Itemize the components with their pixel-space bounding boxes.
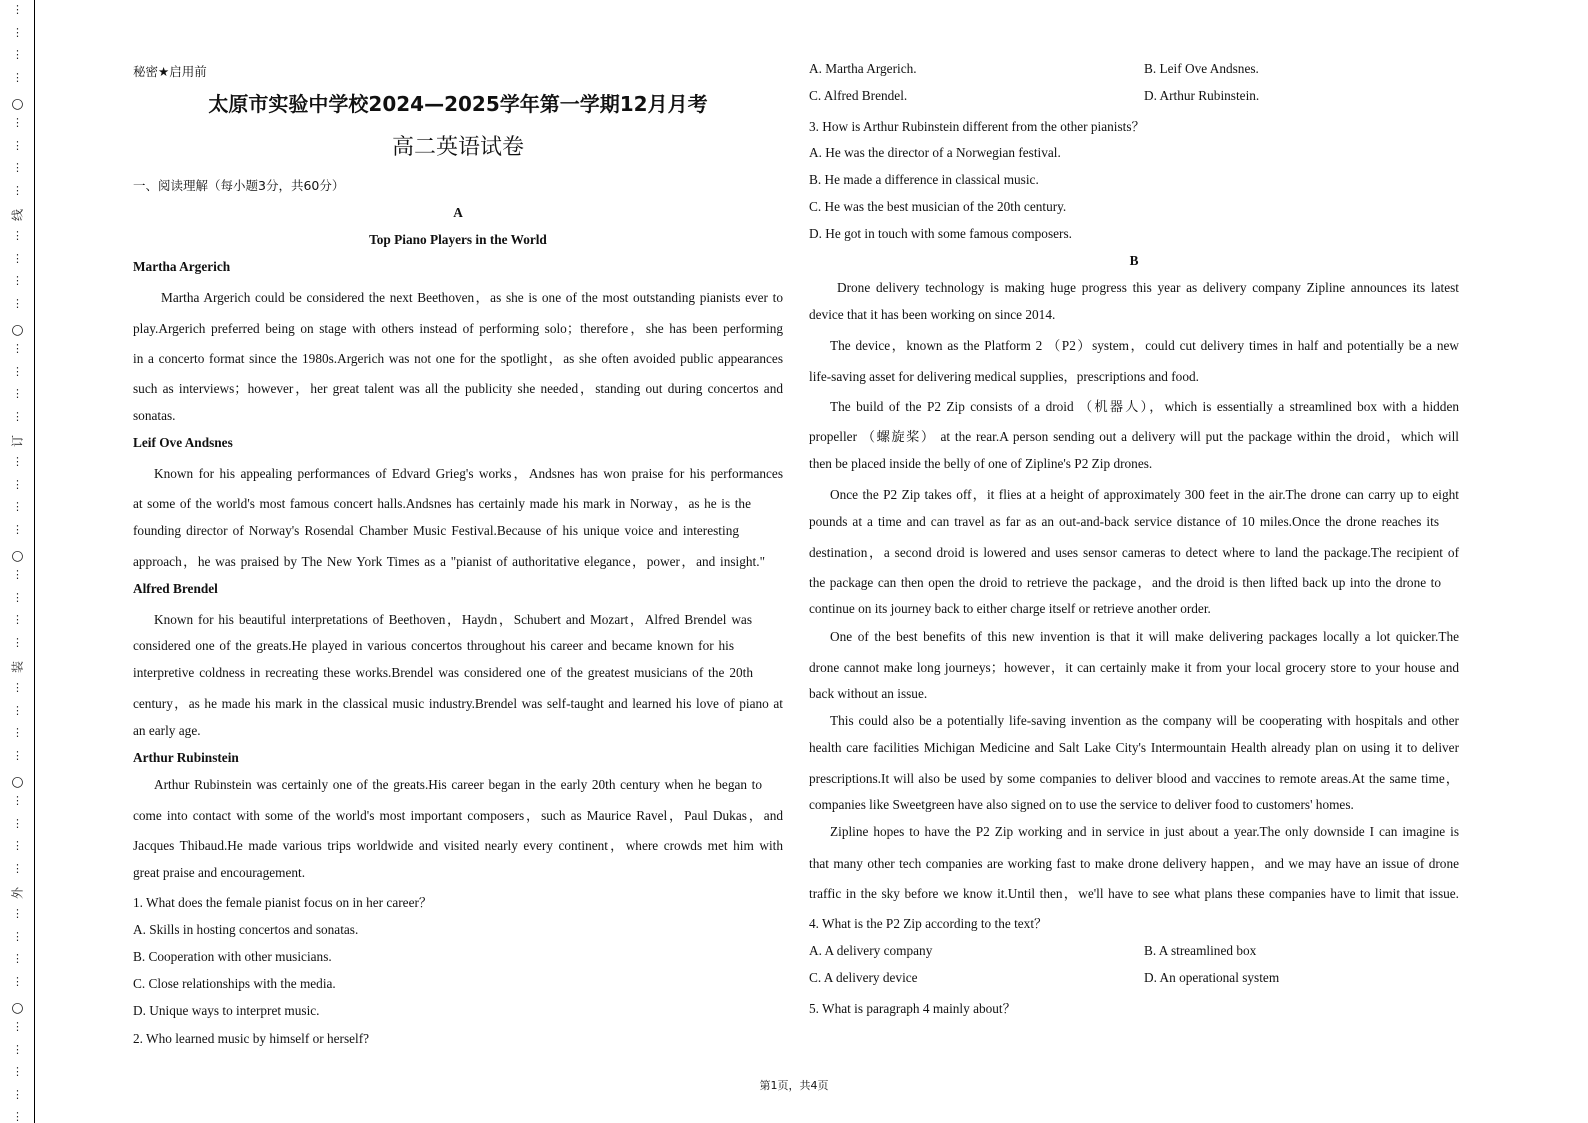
paragraph-line: The build of the P2 Zip consists of a droid （机器人），which is essentially a streamlined box with a hidden — [830, 399, 1459, 414]
q2-option-d: D. Arthur Rubinstein. — [1144, 88, 1260, 103]
paragraph-line: at some of the world's most famous concert halls.Andsnes has certainly made his mark in Norway，as he is the — [133, 496, 751, 511]
paragraph-line: founding director of Norway's Rosendal Chamber Music Festival.Because of his unique voice and interesting — [133, 523, 739, 538]
paragraph-line: interpretive coldness in recreating these works.Brendel was considered one of the greatest musicians of the 20th — [133, 665, 753, 680]
binding-dots: ⋮ — [12, 116, 23, 129]
binding-dots: ⋮ — [12, 568, 23, 581]
question-3: 3. How is Arthur Rubinstein different from the other pianists？ — [809, 119, 1145, 134]
q1-option-b: B. Cooperation with other musicians. — [133, 949, 332, 964]
q4-option-a: A. A delivery company — [809, 943, 933, 958]
paragraph-line: Once the P2 Zip takes off，it flies at a height of approximately 300 feet in the air.The drone can carry up to eight — [830, 487, 1459, 502]
binding-dots: ⋮ — [12, 342, 23, 355]
q3-option-a: A. He was the director of a Norwegian festival. — [809, 145, 1061, 160]
paragraph-line: This could also be a potentially life-saving invention as the company will be cooperating with hospitals and other — [830, 713, 1459, 728]
binding-dots: ⋮ — [12, 1088, 23, 1101]
binding-dots: ⋮ — [12, 184, 23, 197]
paragraph-line: destination，a second droid is lowered and uses sensor cameras to detect where to land the package.The recipient of — [809, 545, 1459, 560]
binding-dots: ⋮ — [12, 794, 23, 807]
binding-dots: ⋮ — [12, 478, 23, 491]
q2-option-a: A. Martha Argerich. — [809, 61, 917, 76]
binding-circle-icon: ○ — [11, 322, 24, 338]
paragraph-line: life-saving asset for delivering medical supplies，prescriptions and food. — [809, 369, 1199, 384]
paragraph-line: Known for his appealing performances of Edvard Grieg's works，Andsnes has won praise for his performances — [154, 466, 783, 481]
pianist-heading-rubinstein: Arthur Rubinstein — [133, 750, 239, 765]
binding-dots: ⋮ — [12, 591, 23, 604]
paragraph-line: that many other tech companies are working fast to make drone delivery happen，and we may have an issue of drone — [809, 856, 1459, 871]
binding-dots: ⋮ — [12, 523, 23, 536]
binding-dots: ⋮ — [12, 952, 23, 965]
binding-dots: ⋮ — [12, 704, 23, 717]
binding-dots: ⋮ — [12, 71, 23, 84]
binding-dots: ⋮ — [12, 613, 23, 626]
paragraph-line: Drone delivery technology is making huge progress this year as delivery company Zipline announces its latest — [837, 280, 1459, 295]
paragraph-line: traffic in the sky before we know it.Until then，we'll have to see what plans these companies have to limit that issue. — [809, 886, 1459, 901]
paragraph-line: approach，he was praised by The New York Times as a "pianist of authoritative elegance，power，and insight." — [133, 554, 765, 569]
binding-dots: ⋮ — [12, 975, 23, 988]
q3-option-d: D. He got in touch with some famous composers. — [809, 226, 1072, 241]
section-heading: 一、阅读理解（每小题3分，共60分） — [133, 178, 345, 193]
binding-dots: ⋮ — [12, 839, 23, 852]
q4-option-d: D. An operational system — [1144, 970, 1280, 985]
paragraph-line: play.Argerich preferred being on stage with others instead of performing solo；therefore，she has been performing — [133, 321, 783, 336]
binding-dots: ⋮ — [12, 930, 23, 943]
paragraph-line: Jacques Thibaud.He made various trips worldwide and visited nearly every continent，where crowds met him with — [133, 838, 783, 853]
binding-dots: ⋮ — [12, 681, 23, 694]
question-2: 2. Who learned music by himself or herself? — [133, 1031, 370, 1046]
binding-label-zhuang: 装 — [10, 661, 25, 674]
paragraph-line: pounds at a time and can travel as far as an out-and-back service distance of 10 miles.Once the drone reaches its — [809, 514, 1439, 529]
passage-a-title: Top Piano Players in the World — [369, 232, 547, 247]
q2-option-b: B. Leif Ove Andsnes. — [1144, 61, 1259, 76]
question-5: 5. What is paragraph 4 mainly about？ — [809, 1001, 1016, 1016]
binding-dots: ⋮ — [12, 252, 23, 265]
paragraph-line: Zipline hopes to have the P2 Zip working and in service in just about a year.The only downside I can imagine is — [830, 824, 1459, 839]
q1-option-a: A. Skills in hosting concertos and sonatas. — [133, 922, 359, 937]
binding-dots: ⋮ — [12, 139, 23, 152]
binding-dots: ⋮ — [12, 749, 23, 762]
paragraph-line: an early age. — [133, 723, 201, 738]
paragraph-line: in a concerto format since the 1980s.Argerich was not one for the spotlight，as she often avoided public appearances — [133, 351, 783, 366]
binding-circle-icon: ○ — [11, 96, 24, 112]
binding-dots: ⋮ — [12, 26, 23, 39]
binding-dots: ⋮ — [12, 455, 23, 468]
binding-dots: ⋮ — [12, 365, 23, 378]
binding-dots: ⋮ — [12, 726, 23, 739]
paragraph-line: such as interviews；however，her great talent was all the publicity she needed，standing out during concertos and — [133, 381, 783, 396]
q3-option-b: B. He made a difference in classical music. — [809, 172, 1039, 187]
paragraph-line: companies like Sweetgreen have also signed on to use the service to deliver food to customers' homes. — [809, 797, 1354, 812]
binding-strip — [0, 0, 35, 1123]
binding-label-wai: 外 — [10, 887, 25, 900]
paragraph-line: then be placed inside the belly of one of Zipline's P2 Zip drones. — [809, 456, 1153, 471]
question-4: 4. What is the P2 Zip according to the text？ — [809, 916, 1048, 931]
binding-dots: ⋮ — [12, 1110, 23, 1123]
binding-label-ding: 订 — [10, 435, 25, 448]
passage-b-letter: B — [1129, 253, 1139, 268]
binding-dots: ⋮ — [12, 410, 23, 423]
binding-dots: ⋮ — [12, 500, 23, 513]
paragraph-line: Arthur Rubinstein was certainly one of the greats.His career began in the early 20th century when he began to — [154, 777, 762, 792]
binding-dots: ⋮ — [12, 387, 23, 400]
paragraph-line: health care facilities Michigan Medicine and Salt Lake City's Intermountain Health already plan on using it to deliver — [809, 740, 1459, 755]
binding-dots: ⋮ — [12, 862, 23, 875]
q4-option-b: B. A streamlined box — [1144, 943, 1257, 958]
paragraph-line: considered one of the greats.He played in various concertos throughout his career and became known for his — [133, 638, 734, 653]
q2-option-c: C. Alfred Brendel. — [809, 88, 908, 103]
binding-dots: ⋮ — [12, 161, 23, 174]
pianist-heading-andsnes: Leif Ove Andsnes — [133, 435, 233, 450]
q1-option-c: C. Close relationships with the media. — [133, 976, 336, 991]
paragraph-line: come into contact with some of the world's most important composers，such as Maurice Ravel，Paul Dukas，and — [133, 808, 783, 823]
binding-circle-icon: ○ — [11, 774, 24, 790]
binding-dots: ⋮ — [12, 1065, 23, 1078]
paragraph-line: continue on its journey back to either charge itself or retrieve another order. — [809, 601, 1211, 616]
binding-dots: ⋮ — [12, 636, 23, 649]
paragraph-line: Martha Argerich could be considered the next Beethoven，as she is one of the most outstanding pianists ever to — [161, 290, 783, 305]
paragraph-line: Known for his beautiful interpretations of Beethoven，Haydn，Schubert and Mozart，Alfred Brendel was — [154, 612, 752, 627]
binding-circle-icon: ○ — [11, 1000, 24, 1016]
paragraph-line: device that it has been working on since 2014. — [809, 307, 1056, 322]
paragraph-line: One of the best benefits of this new invention is that it will make delivering packages locally a lot quicker.The — [830, 629, 1459, 644]
paper-title: 高二英语试卷 — [391, 135, 524, 160]
binding-dots: ⋮ — [12, 1043, 23, 1056]
q3-option-c: C. He was the best musician of the 20th century. — [809, 199, 1067, 214]
paragraph-line: propeller （螺旋桨） at the rear.A person sending out a delivery will put the package within the droid，which will — [809, 429, 1459, 444]
q1-option-d: D. Unique ways to interpret music. — [133, 1003, 320, 1018]
pianist-heading-argerich: Martha Argerich — [133, 259, 231, 274]
pianist-heading-brendel: Alfred Brendel — [133, 581, 218, 596]
binding-dots: ⋮ — [12, 229, 23, 242]
q4-option-c: C. A delivery device — [809, 970, 918, 985]
paragraph-line: The device，known as the Platform 2 （P2）system，could cut delivery times in half and potentially be a new — [830, 338, 1459, 353]
school-title: 太原市实验中学校2024—2025学年第一学期12月月考 — [208, 92, 708, 116]
binding-circle-icon: ○ — [11, 548, 24, 564]
page-footer: 第1页，共4页 — [759, 1079, 829, 1092]
binding-dots: ⋮ — [12, 1020, 23, 1033]
binding-dots: ⋮ — [12, 297, 23, 310]
binding-dots: ⋮ — [12, 817, 23, 830]
paragraph-line: sonatas. — [133, 408, 176, 423]
passage-a-letter: A — [453, 205, 463, 220]
secret-note: 秘密★启用前 — [133, 64, 207, 79]
paragraph-line: back without an issue. — [809, 686, 928, 701]
paragraph-line: drone cannot make long journeys；however，it can certainly make it from your local grocery store to your house and — [809, 660, 1459, 675]
binding-dots: ⋮ — [12, 907, 23, 920]
paragraph-line: century，as he made his mark in the classical music industry.Brendel was self-taught and learned his love of piano at — [133, 696, 783, 711]
paragraph-line: the package can then open the droid to retrieve the package，and the droid is then lifted back up into the drone to — [809, 575, 1441, 590]
paragraph-line: prescriptions.It will also be used by some companies to deliver blood and vaccines to remote areas.At the same time， — [809, 771, 1459, 786]
binding-dots: ⋮ — [12, 3, 23, 16]
binding-dots: ⋮ — [12, 48, 23, 61]
question-1: 1. What does the female pianist focus on in her career？ — [133, 895, 433, 910]
binding-label-xian: 线 — [10, 209, 25, 222]
paragraph-line: great praise and encouragement. — [133, 865, 306, 880]
binding-dots: ⋮ — [12, 274, 23, 287]
